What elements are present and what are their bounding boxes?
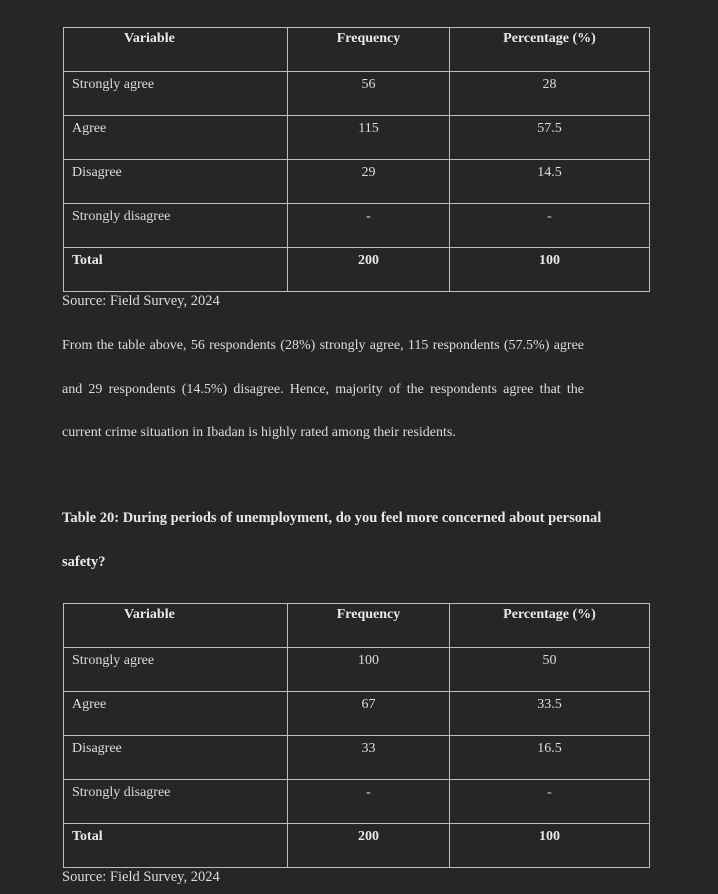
- table-row: [64, 204, 650, 248]
- table-source-note: Source: Field Survey, 2024: [62, 293, 220, 309]
- table-row: [64, 160, 650, 204]
- row-variable: Disagree: [72, 165, 122, 180]
- table-row: [64, 648, 650, 692]
- header-frequency: Frequency: [288, 28, 450, 72]
- total-percentage: 100: [539, 829, 560, 844]
- total-label: Total: [72, 253, 103, 268]
- row-frequency: 67: [361, 697, 376, 712]
- row-percentage: -: [547, 785, 552, 800]
- row-percentage: 28: [542, 77, 557, 92]
- row-variable: Strongly disagree: [72, 209, 171, 224]
- row-variable: Agree: [72, 121, 107, 136]
- table-total-row: [64, 824, 650, 868]
- table-row: [64, 72, 650, 116]
- row-percentage: 16.5: [537, 741, 562, 756]
- row-frequency: 33: [361, 741, 376, 756]
- total-frequency: 200: [358, 829, 379, 844]
- header-percentage: Percentage (%): [450, 604, 650, 648]
- row-frequency: 100: [358, 653, 379, 668]
- row-percentage: 57.5: [537, 121, 562, 136]
- table-total-row: [64, 248, 650, 292]
- row-variable: Strongly agree: [72, 653, 155, 668]
- header-percentage: Percentage (%): [450, 28, 650, 72]
- table-caption: Table 20: During periods of unemployment, do you feel more concerned about personal safety?: [62, 510, 602, 570]
- row-percentage: 33.5: [537, 697, 562, 712]
- table-19: [63, 27, 650, 292]
- header-variable: Variable: [64, 28, 288, 72]
- row-percentage: 14.5: [537, 165, 562, 180]
- row-percentage: -: [547, 209, 552, 224]
- row-frequency: -: [366, 209, 371, 224]
- row-variable: Strongly agree: [72, 77, 155, 92]
- row-percentage: 50: [542, 653, 557, 668]
- table-header-row: [64, 28, 650, 72]
- header-variable: Variable: [64, 604, 288, 648]
- table-header-row: [64, 604, 650, 648]
- table-row: [64, 780, 650, 824]
- row-frequency: -: [366, 785, 371, 800]
- header-frequency: Frequency: [288, 604, 450, 648]
- row-frequency: 56: [361, 77, 376, 92]
- table-row: [64, 692, 650, 736]
- row-variable: Disagree: [72, 741, 122, 756]
- table-row: [64, 116, 650, 160]
- row-variable: Agree: [72, 697, 107, 712]
- total-frequency: 200: [358, 253, 379, 268]
- total-label: Total: [72, 829, 103, 844]
- row-frequency: 115: [358, 121, 379, 136]
- body-paragraph: From the table above, 56 respondents (28%) strongly agree, 115 respondents (57.5%) agree and 29 respondents (14.5%) disagree. Hence, majority of the respondents agree that the current crime situation in Ibadan is highly rated among their residents.: [62, 338, 584, 440]
- table-20: [63, 603, 650, 868]
- table-row: [64, 736, 650, 780]
- row-frequency: 29: [361, 165, 376, 180]
- total-percentage: 100: [539, 253, 560, 268]
- row-variable: Strongly disagree: [72, 785, 171, 800]
- table-source-note: Source: Field Survey, 2024: [62, 869, 220, 885]
